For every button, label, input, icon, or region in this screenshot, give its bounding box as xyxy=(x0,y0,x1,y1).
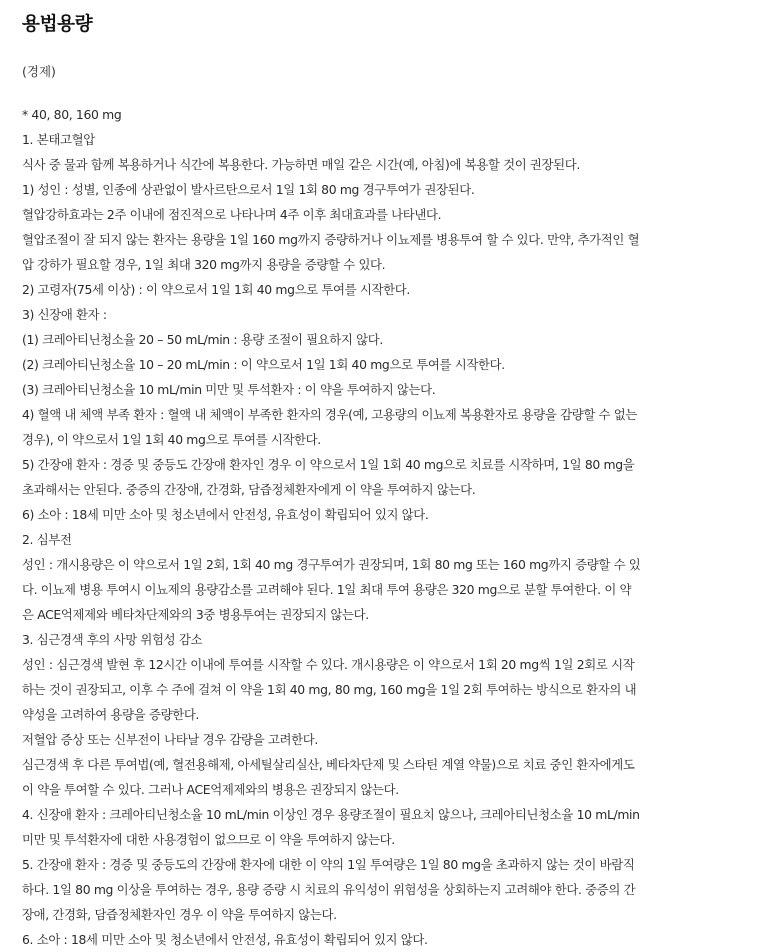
text-line: 4. 신장애 환자 : 크레아티닌청소율 10 mL/min 이상인 경우 용량조절이 필요치 않으나, 크레아티닌청소율 10 mL/min xyxy=(22,807,640,822)
text-line: 1. 본태고혈압 xyxy=(22,132,95,147)
text-line: 심근경색 후 다른 투여법(예, 혈전용해제, 아세틸살리실산, 베타차단제 및 스타틴 계열 약물)으로 치료 중인 환자에게도 xyxy=(22,757,635,772)
document-subtitle: (경제) xyxy=(22,64,56,79)
text-line: 다. 이뇨제 병용 투여시 이뇨제의 용량감소를 고려해야 된다. 1일 최대 투여 용량은 320 mg으로 분할 투여한다. 이 약 xyxy=(22,582,632,597)
text-line: 6. 소아 : 18세 미만 소아 및 청소년에서 안전성, 유효성이 확립되어 있지 않다. xyxy=(22,932,428,947)
text-line: 5) 간장애 환자 : 경증 및 중등도 간장애 환자인 경우 이 약으로서 1일 1회 40 mg으로 치료를 시작하며, 1일 80 mg을 xyxy=(22,457,635,472)
text-line: 5. 간장애 환자 : 경증 및 중등도의 간장애 환자에 대한 이 약의 1일 투여량은 1일 80 mg을 초과하지 않는 것이 바람직 xyxy=(22,857,635,872)
text-line: 혈압조절이 잘 되지 않는 환자는 용량을 1일 160 mg까지 증량하거나 이뇨제를 병용투여 할 수 있다. 만약, 추가적인 혈 xyxy=(22,232,640,247)
text-line: 1) 성인 : 성별, 인종에 상관없이 발사르탄으로서 1일 1회 80 mg 경구투여가 권장된다. xyxy=(22,182,475,197)
text-line: 하다. 1일 80 mg 이상을 투여하는 경우, 용량 증량 시 치료의 유익성이 위험성을 상회하는지 고려해야 한다. 중증의 간 xyxy=(22,882,636,897)
text-line: 2. 심부전 xyxy=(22,532,72,547)
text-line: 성인 : 심근경색 발현 후 12시간 이내에 투여를 시작할 수 있다. 개시용량은 이 약으로서 1회 20 mg씩 1일 2회로 시작 xyxy=(22,657,635,672)
text-line: * 40, 80, 160 mg xyxy=(22,107,122,122)
text-line: 경우), 이 약으로서 1일 1회 40 mg으로 투여를 시작한다. xyxy=(22,432,321,447)
text-line: 하는 것이 권장되고, 이후 수 주에 걸쳐 이 약을 1회 40 mg, 80 mg, 160 mg을 1일 2회 투여하는 방식으로 환자의 내 xyxy=(22,682,637,697)
text-line: 장애, 간경화, 담즙정체환자인 경우 이 약을 투여하지 않는다. xyxy=(22,907,337,922)
text-line: 초과해서는 안된다. 중증의 간장애, 간경화, 담즙정체환자에게 이 약을 투여하지 않는다. xyxy=(22,482,476,497)
text-line: (1) 크레아티닌청소율 20 – 50 mL/min : 용량 조절이 필요하지 않다. xyxy=(22,332,383,347)
document-body xyxy=(22,102,724,952)
text-line: (3) 크레아티닌청소율 10 mL/min 미만 및 투석환자 : 이 약을 투여하지 않는다. xyxy=(22,382,436,397)
text-line: 미만 및 투석환자에 대한 사용경험이 없으므로 이 약을 투여하지 않는다. xyxy=(22,832,395,847)
text-line: 이 약을 투여할 수 있다. 그러나 ACE억제제와의 병용은 권장되지 않는다. xyxy=(22,782,399,797)
text-line: 압 강하가 필요할 경우, 1일 최대 320 mg까지 용량을 증량할 수 있다. xyxy=(22,257,386,272)
text-line: 3. 심근경색 후의 사망 위험성 감소 xyxy=(22,632,203,647)
text-line: 은 ACE억제제와 베타차단제와의 3중 병용투여는 권장되지 않는다. xyxy=(22,607,369,622)
text-line: 혈압강하효과는 2주 이내에 점진적으로 나타나며 4주 이후 최대효과를 나타낸다. xyxy=(22,207,442,222)
text-line: 2) 고령자(75세 이상) : 이 약으로서 1일 1회 40 mg으로 투여를 시작한다. xyxy=(22,282,410,297)
text-line: 식사 중 물과 함께 복용하거나 식간에 복용한다. 가능하면 매일 같은 시간(예, 아침)에 복용할 것이 권장된다. xyxy=(22,157,580,172)
text-line: 성인 : 개시용량은 이 약으로서 1일 2회, 1회 40 mg 경구투여가 권장되며, 1회 80 mg 또는 160 mg까지 증량할 수 있 xyxy=(22,557,641,572)
text-line: 3) 신장애 환자 : xyxy=(22,307,107,322)
text-line: (2) 크레아티닌청소율 10 – 20 mL/min : 이 약으로서 1일 1회 40 mg으로 투여를 시작한다. xyxy=(22,357,505,372)
text-line: 약성을 고려하여 용량을 증량한다. xyxy=(22,707,200,722)
text-line: 6) 소아 : 18세 미만 소아 및 청소년에서 안전성, 유효성이 확립되어 있지 않다. xyxy=(22,507,429,522)
text-line: 저혈압 증상 또는 신부전이 나타날 경우 감량을 고려한다. xyxy=(22,732,318,747)
page-title: 용법용량 xyxy=(22,14,93,35)
text-line: 4) 혈액 내 체액 부족 환자 : 혈액 내 체액이 부족한 환자의 경우(예, 고용량의 이뇨제 복용환자로 용량을 감량할 수 없는 xyxy=(22,407,637,422)
